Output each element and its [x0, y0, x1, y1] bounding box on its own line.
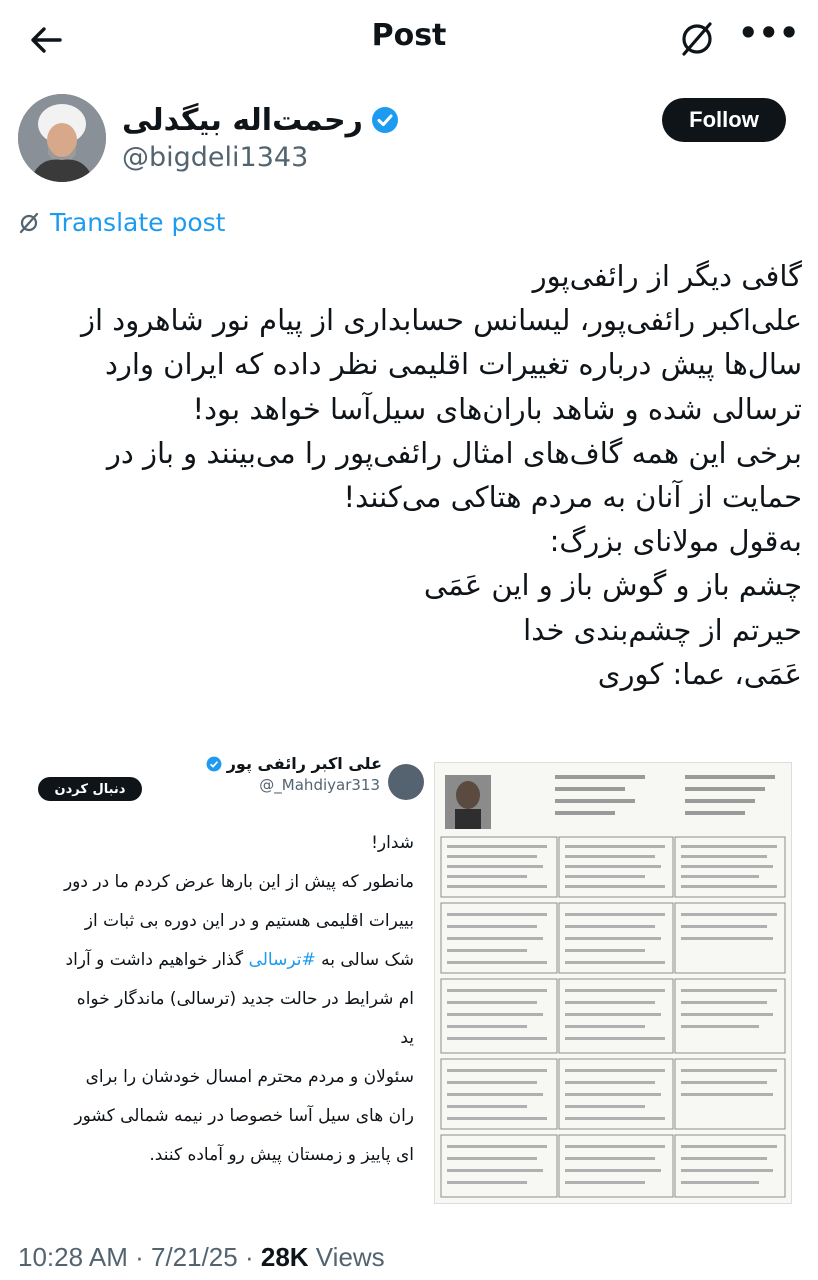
tweet-text [30, 254, 802, 696]
quoted-name-row [206, 754, 382, 773]
hashtag-link: #ترسالی [248, 950, 316, 970]
tweet-line: برخی این همه گاف‌های امثال رائفی‌پور را می‌بینند و باز در [106, 435, 802, 470]
tweet-line: چشم باز و گوش باز و این عَمَی [423, 568, 802, 603]
tweet-line: حیرتم از چشم‌بندی خدا [523, 612, 802, 647]
attached-image[interactable] [16, 742, 802, 1204]
translate-label: Translate post [50, 208, 226, 237]
quoted-author-name: علی اکبر رائفی پور [226, 754, 382, 773]
author-avatar[interactable] [18, 94, 106, 182]
tweet-line: گافی دیگر از رائفی‌پور [532, 259, 802, 293]
more-options-icon[interactable]: ••• [738, 14, 800, 52]
quoted-line: بییرات اقلیمی هستیم و در این دوره بی ثبات از [84, 911, 414, 931]
transcript-document-image [434, 762, 792, 1204]
post-time[interactable]: 10:28 AM [18, 1242, 128, 1272]
quoted-line: ید [400, 1028, 414, 1048]
translate-post-link[interactable] [18, 208, 225, 237]
avatar-image [18, 94, 106, 182]
quoted-post-screenshot [16, 742, 426, 1204]
post-date[interactable]: 7/21/25 [150, 1242, 238, 1272]
tweet-line: علی‌اکبر رائفی‌پور، لیسانس حسابداری از پیام نور شاهرود از [81, 303, 802, 338]
meta-separator: · [135, 1242, 151, 1272]
grok-icon[interactable] [676, 18, 718, 60]
transcript-table-graphic [435, 763, 791, 1203]
quoted-author-handle: @_Mahdiyar313 [259, 776, 380, 794]
top-bar [0, 0, 818, 76]
quoted-line: مانطور که پیش از این بارها عرض کردم ما در دور [63, 872, 414, 892]
verified-badge-icon [371, 106, 399, 134]
quoted-avatar [388, 764, 424, 800]
quoted-verified-icon [206, 756, 222, 772]
tweet-line: سال‌ها پیش درباره تغییرات اقلیمی نظر داده که ایران وارد [104, 347, 802, 382]
quoted-line: ام شرایط در حالت جدید (ترسالی) ماندگار خواه [76, 989, 414, 1009]
quoted-follow-button: دنبال کردن [38, 777, 142, 801]
views-label: Views [315, 1242, 385, 1272]
quoted-text [16, 824, 414, 1175]
quoted-line: شدار! [371, 833, 414, 853]
quoted-line: ای پاییز و زمستان پیش رو آماده کنند. [149, 1145, 414, 1165]
author-handle[interactable]: @bigdeli1343 [122, 142, 309, 173]
page-title: Post [371, 18, 447, 53]
quoted-line: شک سالی به #ترسالی گذار خواهیم داشت و آراد [65, 950, 414, 970]
author-name[interactable]: رحمت‌اله بیگدلی [122, 102, 363, 138]
tweet-line: حمایت از آنان به مردم هتاکی می‌کنند! [343, 480, 802, 515]
tweet-line: به‌قول مولانای بزرگ: [549, 524, 802, 559]
tweet-line: عَمَی، عما: کوری [597, 656, 802, 691]
post-meta [18, 1242, 385, 1273]
follow-button[interactable]: Follow [662, 98, 786, 142]
views-count: 28K [260, 1242, 309, 1272]
tweet-line: ترسالی شده و شاهد باران‌های سیل‌آسا خواهد بود! [192, 391, 802, 426]
author-name-row [122, 100, 399, 140]
meta-separator: · [244, 1242, 261, 1272]
translate-icon [18, 212, 40, 234]
quoted-line: ران های سیل آسا خصوصا در نیمه شمالی کشور [74, 1106, 414, 1126]
quoted-line: سئولان و مردم محترم امسال خودشان را برای [85, 1067, 414, 1087]
